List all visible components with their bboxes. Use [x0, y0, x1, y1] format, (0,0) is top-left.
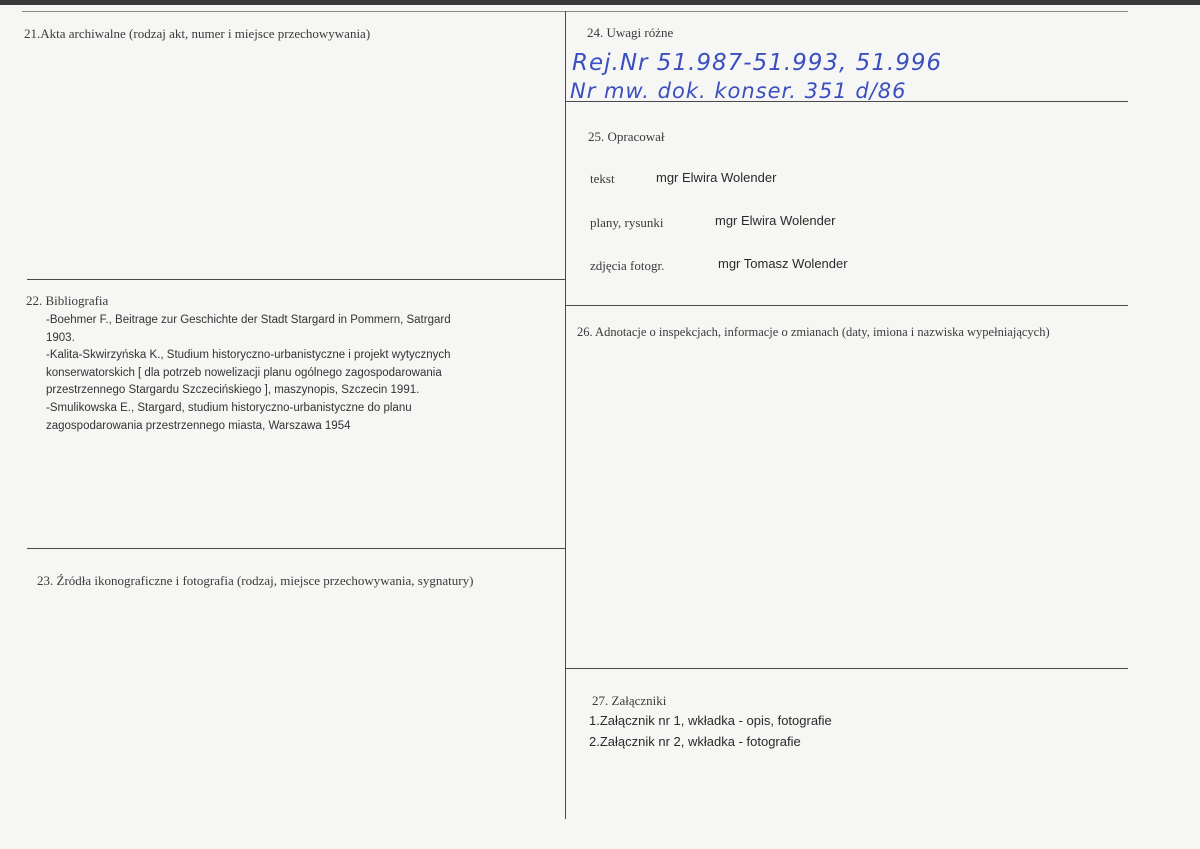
section-22-label: 22. Bibliografia: [26, 293, 109, 308]
bibliography-line: -Smulikowska E., Stargard, studium historyczno-urbanistyczne do planu: [46, 401, 412, 414]
author-role-photos: zdjęcia fotogr.: [590, 258, 665, 273]
author-name-photos: mgr Tomasz Wolender: [718, 256, 848, 271]
author-name-text: mgr Elwira Wolender: [656, 170, 777, 185]
divider-21-22: [27, 279, 565, 280]
handwritten-register-numbers: Rej.Nr 51.987-51.993, 51.996: [572, 50, 943, 76]
author-name-drawings: mgr Elwira Wolender: [715, 213, 836, 228]
divider-26-27: [565, 668, 1128, 669]
section-27-label: 27. Załączniki: [592, 693, 667, 708]
attachment-item: 2.Załącznik nr 2, wkładka - fotografie: [589, 734, 801, 749]
bibliography-line: -Boehmer F., Beitrage zur Geschichte der Stadt Stargard in Pommern, Satrgard: [46, 314, 451, 326]
bibliography-line: przestrzennego Stargardu Szczecińskiego ], maszynopis, Szczecin 1991.: [46, 384, 420, 397]
bibliography-line: -Kalita-Skwirzyńska K., Studium historyczno-urbanistyczne i projekt wytycznych: [46, 349, 451, 362]
section-23-label: 23. Źródła ikonograficzne i fotografia (rodzaj, miejsce przechowywania, sygnatury): [37, 573, 474, 588]
bibliography-list: [46, 312, 451, 435]
section-26-label: 26. Adnotacje o inspekcjach, informacje o zmianach (daty, imiona i nazwiska wypełniających): [577, 325, 1050, 339]
author-role-drawings: plany, rysunki: [590, 215, 664, 230]
scan-top-border: [0, 0, 1200, 5]
top-rule: [22, 11, 1128, 12]
attachment-item: 1.Załącznik nr 1, wkładka - opis, fotografie: [589, 713, 832, 728]
section-24-label: 24. Uwagi różne: [587, 25, 674, 40]
handwritten-document-number: Nr mw. dok. konser. 351 d/86: [570, 79, 907, 103]
vertical-divider: [565, 11, 566, 819]
bibliography-line: 1903.: [46, 331, 75, 344]
divider-25-26: [565, 305, 1128, 306]
section-21-label: 21.Akta archiwalne (rodzaj akt, numer i miejsce przechowywania): [24, 26, 371, 41]
section-25-label: 25. Opracował: [588, 129, 665, 144]
bibliography-line: konserwatorskich [ dla potrzeb nowelizacji planu ogólnego zagospodarowania: [46, 366, 442, 379]
bibliography-line: zagospodarowania przestrzennego miasta, Warszawa 1954: [46, 419, 351, 432]
author-role-text: tekst: [590, 171, 615, 186]
divider-22-23: [27, 548, 565, 549]
